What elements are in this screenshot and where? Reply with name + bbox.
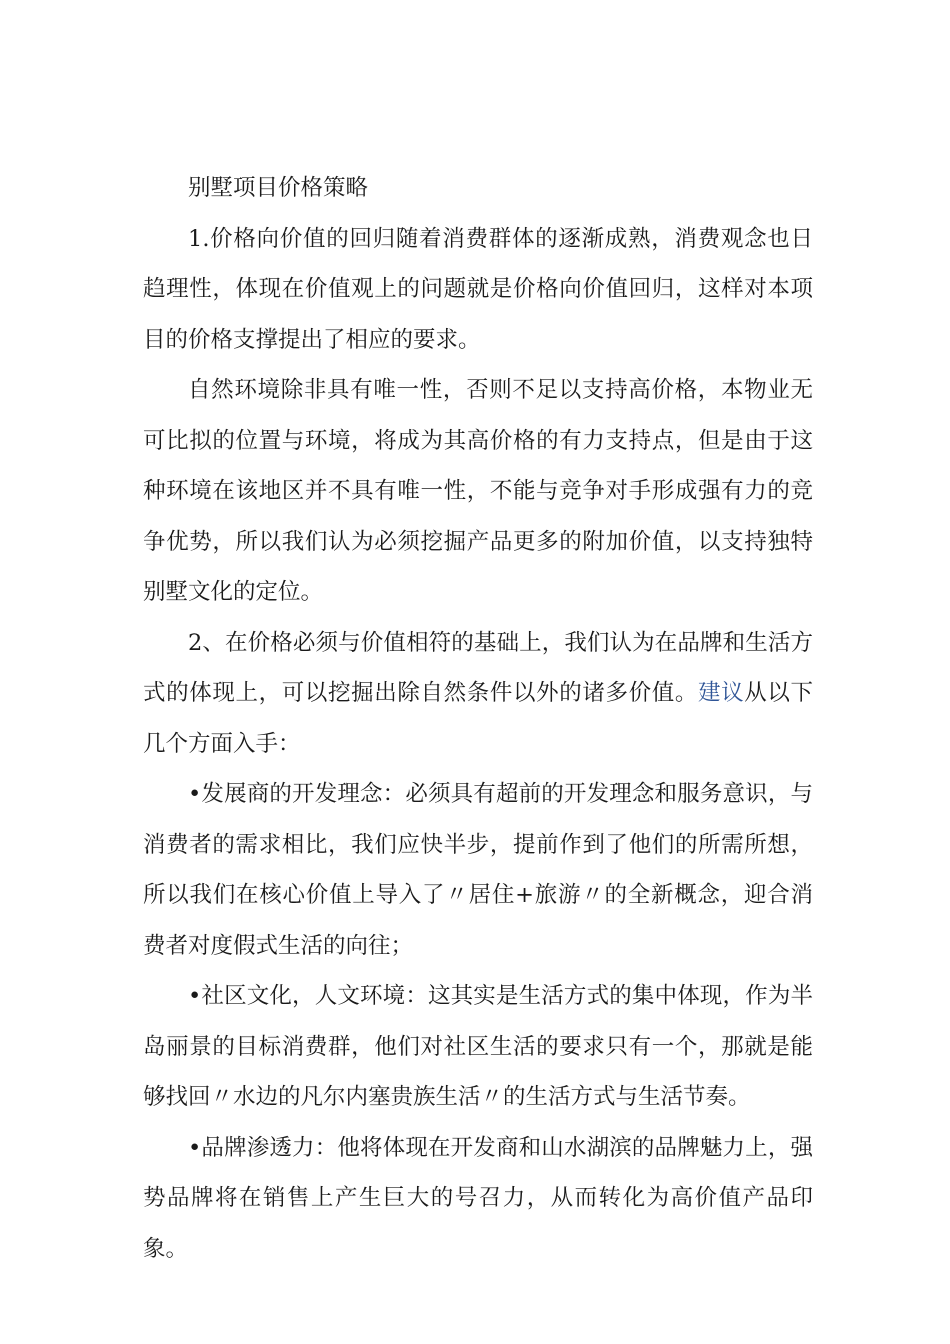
document-body bbox=[143, 163, 813, 1274]
paragraph-developer-concept: •发展商的开发理念：必须具有超前的开发理念和服务意识，与消费者的需求相比，我们应快半步，提前作到了他们的所需所想，所以我们在核心价值上导入了〃居住+旅游〃的全新概念，迎合消费者对度假式生活的向往； bbox=[143, 781, 813, 959]
paragraph-brand-lifestyle-text: 2、在价格必须与价值相符的基础上，我们认为在品牌和生活方式的体现上，可以挖掘出除自然条件以外的诸多价值。 bbox=[143, 629, 813, 706]
document-title: 别墅项目价格策略 bbox=[188, 175, 369, 201]
paragraph-brand-penetration: •品牌渗透力：他将体现在开发商和山水湖滨的品牌魅力上，强势品牌将在销售上产生巨大的号召力，从而转化为高价值产品印象。 bbox=[143, 1134, 813, 1262]
paragraph-brand-lifestyle bbox=[143, 618, 813, 770]
paragraph-natural-environment: 自然环境除非具有唯一性，否则不足以支持高价格，本物业无可比拟的位置与环境，将成为其高价格的有力支持点，但是由于这种环境在该地区并不具有唯一性，不能与竞争对手形成强有力的竞争优势，所以我们认为必须挖掘产品更多的附加价值，以支持独特别墅文化的定位。 bbox=[143, 377, 813, 605]
paragraph-price-value-return: 1.价格向价值的回归随着消费群体的逐渐成熟，消费观念也日趋理性，体现在价值观上的问题就是价格向价值回归，这样对本项目的价格支撑提出了相应的要求。 bbox=[143, 225, 813, 353]
paragraph-brand-lifestyle-tail: 从以下几个方面入手： bbox=[143, 680, 813, 757]
paragraph-community-culture: •社区文化，人文环境：这其实是生活方式的集中体现，作为半岛丽景的目标消费群，他们对社区生活的要求只有一个，那就是能够找回〃水边的凡尔内塞贵族生活〃的生活方式与生活节奏。 bbox=[143, 983, 813, 1110]
suggestion-link[interactable]: 建议 bbox=[697, 680, 745, 706]
